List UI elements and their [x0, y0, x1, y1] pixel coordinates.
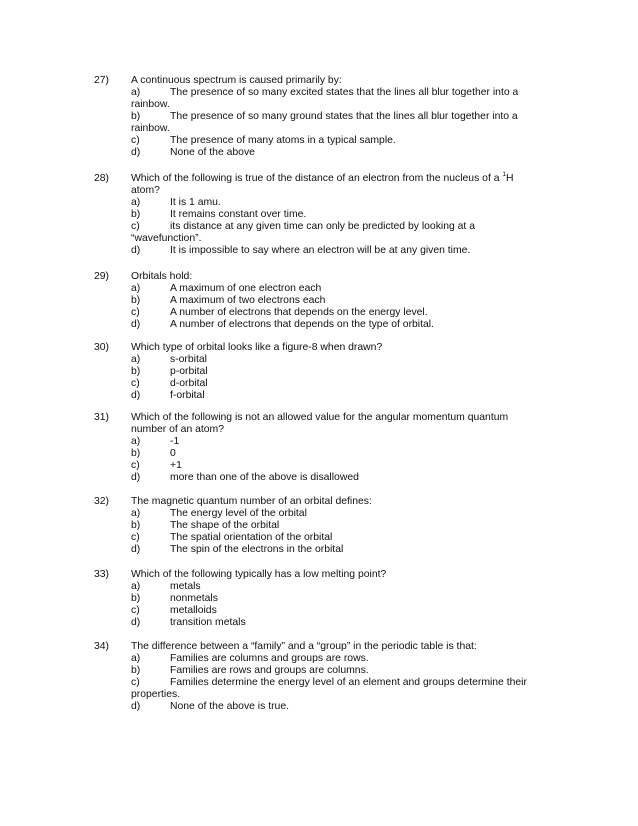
option-d: [131, 245, 531, 257]
option-d: [131, 544, 531, 556]
option-letter: a): [131, 354, 141, 365]
option-text: The presence of so many ground states that the lines all blur together into a: [170, 111, 518, 122]
option-a: [131, 197, 531, 209]
option-d: [131, 701, 531, 713]
option-text: -1: [170, 436, 180, 447]
option-a: [131, 283, 531, 295]
option-text: None of the above is true.: [170, 701, 289, 712]
option-text: It remains constant over time.: [170, 209, 307, 220]
question-stem-continuation: atom?: [131, 185, 160, 196]
option-continuation: “wavefunction”.: [131, 233, 202, 244]
option-c: [131, 460, 531, 472]
option-text: f-orbital: [170, 390, 205, 401]
option-letter: b): [131, 520, 141, 531]
option-letter: a): [131, 283, 141, 294]
option-b: [131, 593, 531, 605]
option-letter: d): [131, 472, 141, 483]
option-text: its distance at any given time can only be predicted by looking at a: [170, 221, 475, 232]
question-stem: A continuous spectrum is caused primarily by:: [131, 75, 342, 86]
question-stem: Which of the following is not an allowed value for the angular momentum quantum: [131, 412, 509, 423]
option-letter: b): [131, 448, 141, 459]
option-letter: a): [131, 436, 141, 447]
question-stem: Which type of orbital looks like a figure-8 when drawn?: [131, 342, 383, 353]
option-d: [131, 147, 531, 159]
question-number: 31): [94, 412, 110, 423]
option-text: A maximum of one electron each: [170, 283, 322, 294]
option-c: [131, 605, 531, 617]
option-text: Families determine the energy level of an element and groups determine their: [170, 677, 527, 688]
option-letter: c): [131, 532, 140, 543]
option-letter: c): [131, 135, 140, 146]
option-text: A maximum of two electrons each: [170, 295, 326, 306]
option-d: [131, 472, 531, 484]
question-body: [131, 342, 531, 402]
option-text: The presence of many atoms in a typical sample.: [170, 135, 396, 146]
option-b: [131, 665, 531, 677]
option-text: It is 1 amu.: [170, 197, 221, 208]
option-text: A number of electrons that depends on the type of orbital.: [170, 319, 434, 330]
option-letter: d): [131, 147, 141, 158]
option-text: The shape of the orbital: [170, 520, 280, 531]
option-a: [131, 436, 531, 448]
option-text: metals: [170, 581, 201, 592]
question-stem: Which of the following typically has a low melting point?: [131, 569, 387, 580]
option-continuation: rainbow.: [131, 123, 170, 134]
option-b: [131, 295, 531, 307]
option-text: d-orbital: [170, 378, 208, 389]
question-number: 30): [94, 342, 110, 353]
element-symbol: H: [506, 173, 514, 184]
option-letter: a): [131, 197, 141, 208]
option-b: [131, 448, 531, 460]
question-stem: [131, 173, 531, 185]
option-text: Families are columns and groups are rows.: [170, 653, 369, 664]
question-body: [131, 412, 531, 484]
option-continuation: rainbow.: [131, 99, 170, 110]
question-stem: The magnetic quantum number of an orbital defines:: [131, 496, 372, 507]
option-c: [131, 221, 531, 233]
question-number: 34): [94, 641, 110, 652]
option-c: [131, 677, 531, 689]
option-letter: a): [131, 581, 141, 592]
option-d: [131, 319, 531, 331]
option-letter: a): [131, 87, 141, 98]
stem-text: Which of the following is true of the distance of an electron from the nucleus of a: [131, 173, 503, 184]
option-d: [131, 390, 531, 402]
option-letter: c): [131, 378, 140, 389]
question-number: 32): [94, 496, 110, 507]
option-c: [131, 532, 531, 544]
question-body: [131, 569, 531, 629]
option-letter: d): [131, 319, 141, 330]
option-c: [131, 307, 531, 319]
option-text: The presence of so many excited states that the lines all blur together into a: [170, 87, 519, 98]
option-letter: c): [131, 307, 140, 318]
option-a: [131, 508, 531, 520]
option-letter: b): [131, 665, 141, 676]
option-letter: b): [131, 295, 141, 306]
option-letter: c): [131, 221, 140, 232]
option-b: [131, 366, 531, 378]
option-b: [131, 209, 531, 221]
option-letter: d): [131, 701, 141, 712]
option-b: [131, 111, 531, 123]
question-number: 33): [94, 569, 110, 580]
option-text: 0: [170, 448, 176, 459]
option-letter: c): [131, 460, 140, 471]
question-stem-continuation: number of an atom?: [131, 424, 224, 435]
option-text: s-orbital: [170, 354, 207, 365]
option-letter: b): [131, 209, 141, 220]
option-letter: d): [131, 544, 141, 555]
option-text: p-orbital: [170, 366, 208, 377]
option-text: The spatial orientation of the orbital: [170, 532, 333, 543]
option-text: The spin of the electrons in the orbital: [170, 544, 344, 555]
option-letter: b): [131, 111, 141, 122]
question-number: 27): [94, 75, 110, 86]
option-letter: b): [131, 593, 141, 604]
option-text: A number of electrons that depends on the energy level.: [170, 307, 428, 318]
question-number: 28): [94, 173, 110, 184]
option-a: [131, 87, 531, 99]
option-text: metalloids: [170, 605, 217, 616]
option-c: [131, 378, 531, 390]
option-letter: d): [131, 390, 141, 401]
option-letter: d): [131, 617, 141, 628]
option-text: nonmetals: [170, 593, 218, 604]
option-text: It is impossible to say where an electron will be at any given time.: [170, 245, 471, 256]
option-letter: c): [131, 677, 140, 688]
question-body: [131, 271, 531, 331]
option-text: more than one of the above is disallowed: [170, 472, 359, 483]
question-stem: The difference between a “family” and a “group” in the periodic table is that:: [131, 641, 477, 652]
question-stem: Orbitals hold:: [131, 271, 193, 282]
option-letter: d): [131, 245, 141, 256]
option-text: Families are rows and groups are columns.: [170, 665, 369, 676]
option-continuation: properties.: [131, 689, 181, 700]
option-text: transition metals: [170, 617, 246, 628]
option-a: [131, 581, 531, 593]
option-letter: b): [131, 366, 141, 377]
option-letter: a): [131, 653, 141, 664]
option-c: [131, 135, 531, 147]
option-a: [131, 653, 531, 665]
option-b: [131, 520, 531, 532]
isotope-superscript: 1: [502, 171, 507, 178]
option-a: [131, 354, 531, 366]
question-body: [131, 496, 531, 556]
question-body: [131, 75, 531, 159]
option-text: The energy level of the orbital: [170, 508, 307, 519]
option-letter: a): [131, 508, 141, 519]
option-text: None of the above: [170, 147, 255, 158]
question-body: [131, 641, 531, 713]
question-body: [131, 173, 531, 257]
option-d: [131, 617, 531, 629]
question-number: 29): [94, 271, 110, 282]
option-text: +1: [170, 460, 182, 471]
option-letter: c): [131, 605, 140, 616]
